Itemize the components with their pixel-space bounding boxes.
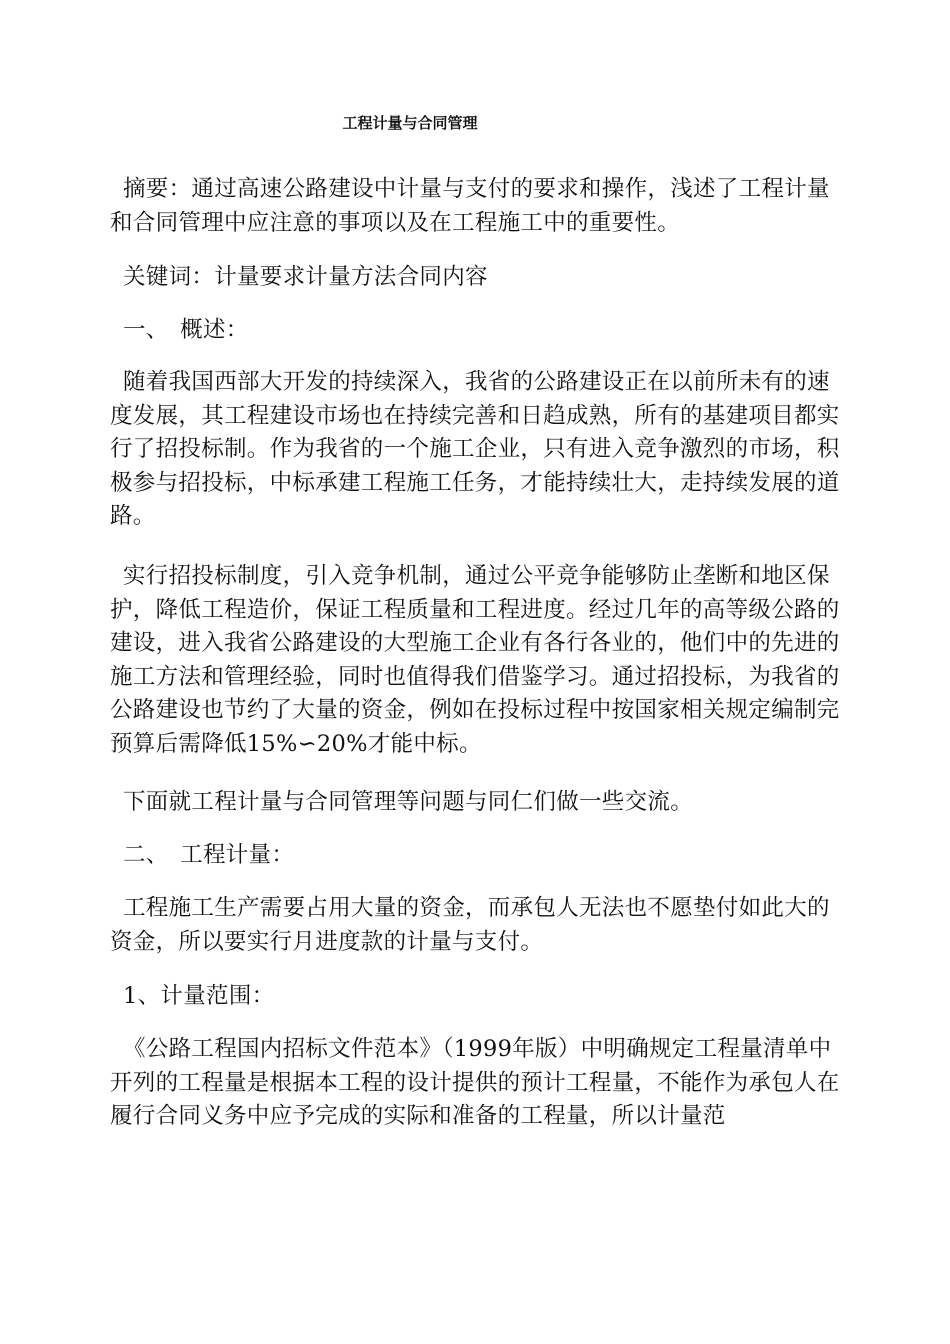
body-paragraph: 实行招投标制度，引入竞争机制，通过公平竞争能够防止垄断和地区保护，降低工程造价，保证工程质量和工程进度。经过几年的高等级公路的建设，进入我省公路建设的大型施工企业有各行各业的，他们中的先进的施工方法和管理经验，同时也值得我们借鉴学习。通过招投标，为我省的公路建设也节约了大量的资金，例如在投标过程中按国家相关规定编制完预算后需降低15%∽20%才能中标。 — [110, 563, 840, 757]
body-paragraph: 《公路工程国内招标文件范本》（1999年版）中明确规定工程量清单中开列的工程量是根据本工程的设计提供的预计工程量，不能作为承包人在履行合同义务中应予完成的实际和准备的工程量，所以计量范 — [110, 1036, 840, 1129]
subsection-heading-scope: 1、计量范围： — [123, 983, 275, 1009]
section-heading-measurement: 二、 工程计量： — [123, 842, 295, 868]
document-title: 工程计量与合同管理 — [342, 114, 478, 132]
body-paragraph: 下面就工程计量与合同管理等问题与同仁们做一些交流。 — [123, 789, 694, 815]
section-heading-overview: 一、 概述： — [123, 317, 249, 343]
keywords-paragraph: 关键词：计量要求计量方法合同内容 — [123, 264, 488, 290]
abstract-paragraph: 摘要：通过高速公路建设中计量与支付的要求和操作，浅述了工程计量和合同管理中应注意的事项以及在工程施工中的重要性。 — [110, 176, 830, 236]
body-paragraph: 随着我国西部大开发的持续深入，我省的公路建设正在以前所未有的速度发展，其工程建设市场也在持续完善和日趋成熟，所有的基建项目都实行了招投标制。作为我省的一个施工企业，只有进入竞争激烈的市场，积极参与招投标，中标承建工程施工任务，才能持续壮大，走持续发展的道路。 — [110, 369, 840, 529]
body-paragraph: 工程施工生产需要占用大量的资金，而承包人无法也不愿垫付如此大的资金，所以要实行月进度款的计量与支付。 — [110, 895, 830, 955]
